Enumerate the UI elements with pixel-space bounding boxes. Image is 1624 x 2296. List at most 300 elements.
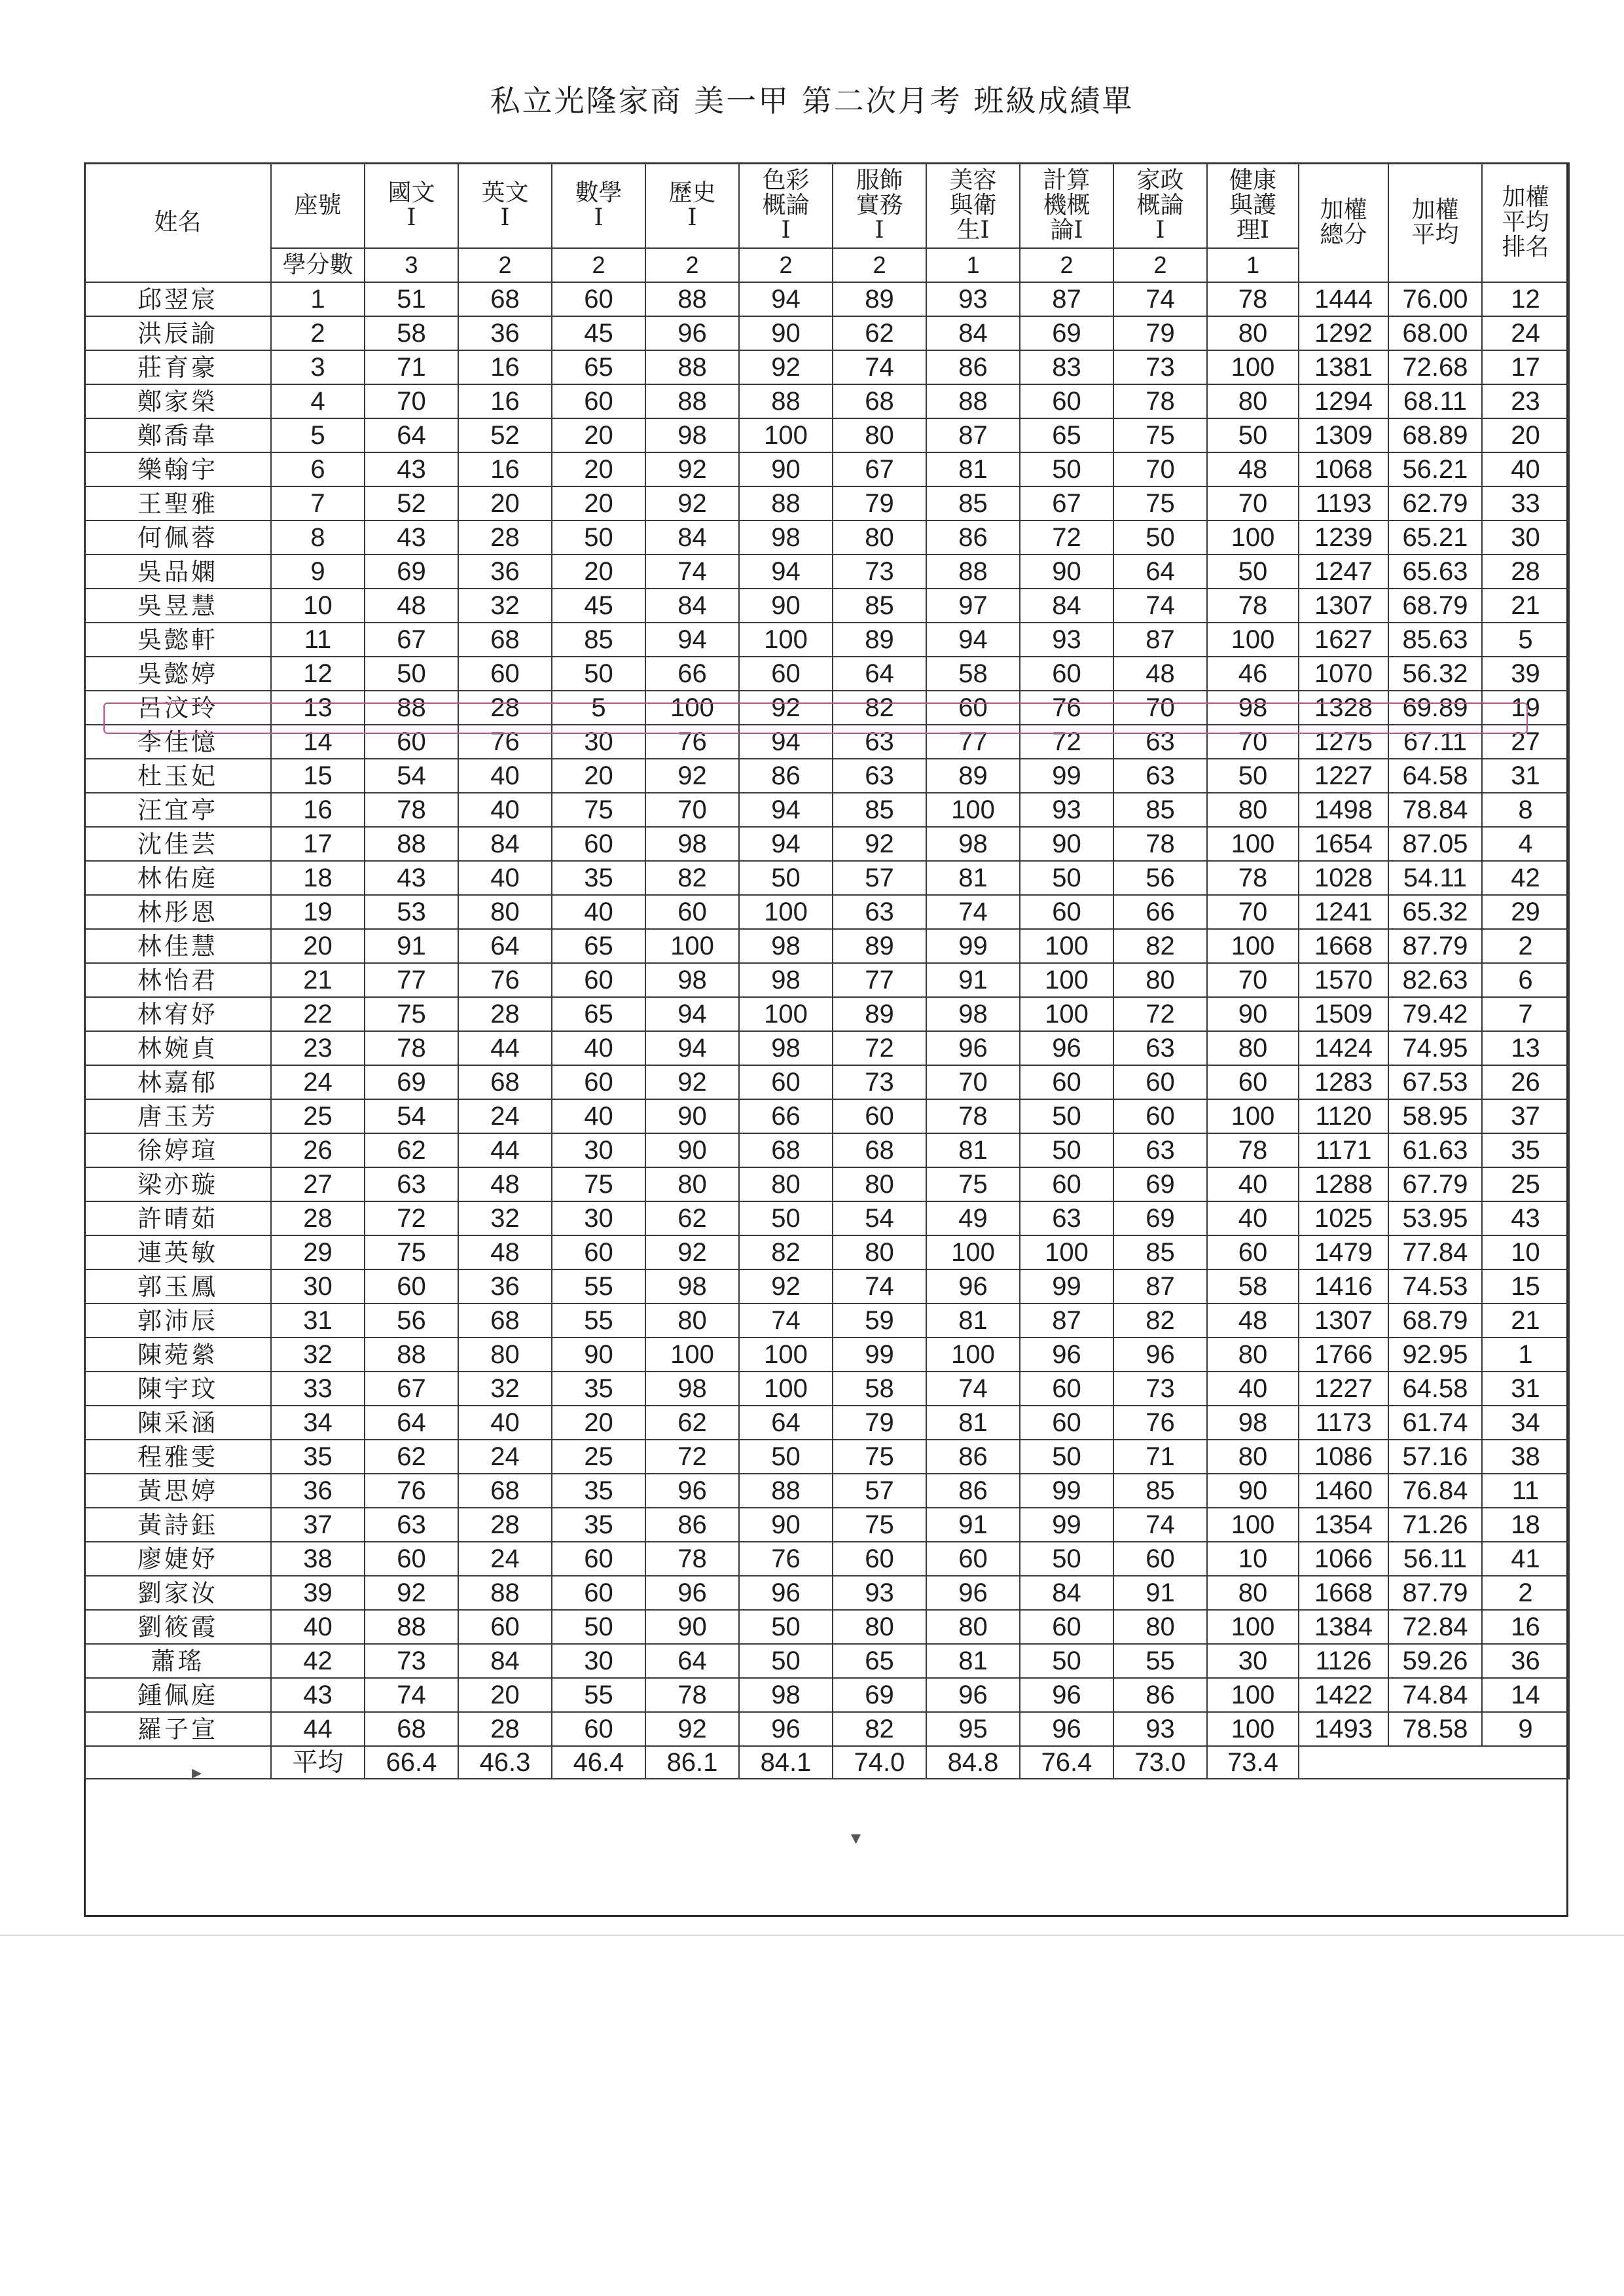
student-seat: 15 — [271, 759, 365, 793]
student-score: 67 — [1020, 486, 1113, 520]
student-score: 80 — [645, 1167, 739, 1201]
student-score: 74 — [833, 350, 926, 384]
student-weighted-total: 1654 — [1299, 827, 1388, 861]
student-weighted-total: 1307 — [1299, 1303, 1388, 1338]
student-weighted-average: 65.63 — [1388, 555, 1482, 589]
student-row — [84, 1576, 1569, 1610]
student-weighted-total: 1241 — [1299, 895, 1388, 929]
student-score: 89 — [833, 623, 926, 657]
student-score: 71 — [1113, 1440, 1207, 1474]
student-score: 78 — [926, 1099, 1020, 1133]
student-rank: 7 — [1482, 997, 1569, 1031]
student-rank: 25 — [1482, 1167, 1569, 1201]
student-score: 86 — [1113, 1678, 1207, 1712]
student-score: 87 — [1020, 282, 1113, 316]
student-score: 96 — [926, 1576, 1020, 1610]
student-weighted-total: 1307 — [1299, 589, 1388, 623]
student-score: 86 — [739, 759, 833, 793]
student-score: 94 — [739, 555, 833, 589]
header-subject: 國文 I — [365, 163, 458, 248]
student-seat: 35 — [271, 1440, 365, 1474]
student-weighted-total: 1444 — [1299, 282, 1388, 316]
student-score: 98 — [645, 418, 739, 452]
student-score: 100 — [1207, 520, 1299, 555]
student-row — [84, 1338, 1569, 1372]
student-score: 78 — [365, 1031, 458, 1065]
student-score: 80 — [1113, 963, 1207, 997]
student-weighted-average: 58.95 — [1388, 1099, 1482, 1133]
student-rank: 21 — [1482, 1303, 1569, 1338]
student-row — [84, 963, 1569, 997]
student-score: 58 — [1207, 1269, 1299, 1303]
student-score: 72 — [833, 1031, 926, 1065]
student-seat: 24 — [271, 1065, 365, 1099]
student-score: 100 — [1207, 1610, 1299, 1644]
student-weighted-average: 82.63 — [1388, 963, 1482, 997]
student-weighted-total: 1283 — [1299, 1065, 1388, 1099]
student-score: 100 — [1207, 929, 1299, 963]
student-row — [84, 520, 1569, 555]
student-score: 70 — [1113, 452, 1207, 486]
student-weighted-total: 1292 — [1299, 316, 1388, 350]
student-score: 60 — [1207, 1235, 1299, 1269]
student-name: 許晴茹 — [84, 1201, 271, 1235]
student-score: 78 — [1207, 861, 1299, 895]
student-score: 94 — [739, 282, 833, 316]
student-row — [84, 861, 1569, 895]
student-score: 60 — [739, 1065, 833, 1099]
student-score: 72 — [645, 1440, 739, 1474]
student-score: 88 — [645, 282, 739, 316]
student-weighted-average: 87.79 — [1388, 929, 1482, 963]
student-score: 68 — [833, 1133, 926, 1167]
student-score: 65 — [552, 929, 645, 963]
student-score: 65 — [833, 1644, 926, 1678]
student-seat: 39 — [271, 1576, 365, 1610]
student-score: 90 — [1207, 997, 1299, 1031]
student-weighted-average: 76.00 — [1388, 282, 1482, 316]
student-score: 81 — [926, 1644, 1020, 1678]
student-score: 57 — [833, 861, 926, 895]
student-score: 92 — [739, 1269, 833, 1303]
student-score: 10 — [1207, 1542, 1299, 1576]
credit-value: 2 — [645, 248, 739, 282]
student-weighted-average: 56.11 — [1388, 1542, 1482, 1576]
student-score: 100 — [1207, 827, 1299, 861]
header-subject: 健康 與護 理I — [1207, 163, 1299, 248]
student-score: 50 — [1020, 1133, 1113, 1167]
student-row — [84, 1065, 1569, 1099]
student-score: 48 — [458, 1167, 552, 1201]
student-score: 88 — [645, 384, 739, 418]
student-rank: 31 — [1482, 1372, 1569, 1406]
student-score: 55 — [552, 1678, 645, 1712]
student-score: 98 — [739, 520, 833, 555]
student-score: 92 — [645, 1065, 739, 1099]
student-score: 80 — [833, 520, 926, 555]
student-score: 55 — [552, 1303, 645, 1338]
student-seat: 8 — [271, 520, 365, 555]
student-score: 98 — [645, 963, 739, 997]
student-score: 57 — [833, 1474, 926, 1508]
student-score: 88 — [645, 350, 739, 384]
student-score: 81 — [926, 1303, 1020, 1338]
student-rank: 33 — [1482, 486, 1569, 520]
student-weighted-total: 1173 — [1299, 1406, 1388, 1440]
student-score: 60 — [1113, 1099, 1207, 1133]
student-row — [84, 1440, 1569, 1474]
student-score: 5 — [552, 691, 645, 725]
student-score: 62 — [645, 1201, 739, 1235]
student-score: 60 — [552, 384, 645, 418]
student-score: 67 — [365, 623, 458, 657]
student-score: 60 — [552, 963, 645, 997]
average-value: 76.4 — [1020, 1746, 1113, 1779]
student-score: 62 — [645, 1406, 739, 1440]
student-rank: 38 — [1482, 1440, 1569, 1474]
student-score: 28 — [458, 997, 552, 1031]
student-score: 73 — [833, 555, 926, 589]
student-score: 88 — [365, 691, 458, 725]
student-score: 50 — [552, 520, 645, 555]
student-score: 50 — [1207, 418, 1299, 452]
student-weighted-average: 74.84 — [1388, 1678, 1482, 1712]
average-value: 73.0 — [1113, 1746, 1207, 1779]
student-score: 64 — [645, 1644, 739, 1678]
student-seat: 36 — [271, 1474, 365, 1508]
student-score: 78 — [645, 1678, 739, 1712]
student-score: 92 — [645, 486, 739, 520]
student-score: 50 — [1020, 1099, 1113, 1133]
student-row — [84, 589, 1569, 623]
student-name: 吳品嫻 — [84, 555, 271, 589]
student-row — [84, 997, 1569, 1031]
student-score: 90 — [1020, 555, 1113, 589]
student-score: 40 — [458, 861, 552, 895]
student-name: 劉筱霞 — [84, 1610, 271, 1644]
student-score: 50 — [739, 1610, 833, 1644]
credit-value: 2 — [739, 248, 833, 282]
student-score: 60 — [833, 1542, 926, 1576]
student-seat: 25 — [271, 1099, 365, 1133]
student-score: 24 — [458, 1099, 552, 1133]
student-score: 81 — [926, 1406, 1020, 1440]
student-score: 20 — [552, 759, 645, 793]
student-score: 63 — [365, 1508, 458, 1542]
student-name: 林宥妤 — [84, 997, 271, 1031]
student-score: 74 — [739, 1303, 833, 1338]
student-seat: 5 — [271, 418, 365, 452]
average-value: 86.1 — [645, 1746, 739, 1779]
student-score: 60 — [1020, 1406, 1113, 1440]
student-score: 90 — [739, 1508, 833, 1542]
student-score: 50 — [1207, 759, 1299, 793]
student-score: 60 — [1020, 657, 1113, 691]
student-score: 68 — [739, 1133, 833, 1167]
student-weighted-total: 1066 — [1299, 1542, 1388, 1576]
student-seat: 33 — [271, 1372, 365, 1406]
student-score: 87 — [1113, 1269, 1207, 1303]
student-row — [84, 1099, 1569, 1133]
student-row — [84, 452, 1569, 486]
student-score: 63 — [1020, 1201, 1113, 1235]
student-score: 53 — [365, 895, 458, 929]
student-score: 51 — [365, 282, 458, 316]
student-score: 69 — [1020, 316, 1113, 350]
student-score: 82 — [833, 691, 926, 725]
student-score: 60 — [1020, 384, 1113, 418]
student-name: 王聖雅 — [84, 486, 271, 520]
student-row — [84, 827, 1569, 861]
student-score: 82 — [645, 861, 739, 895]
student-score: 63 — [1113, 759, 1207, 793]
student-score: 90 — [645, 1610, 739, 1644]
student-score: 85 — [833, 589, 926, 623]
student-score: 43 — [365, 520, 458, 555]
student-name: 陳宇玟 — [84, 1372, 271, 1406]
student-weighted-average: 61.63 — [1388, 1133, 1482, 1167]
student-rank: 14 — [1482, 1678, 1569, 1712]
student-score: 70 — [1113, 691, 1207, 725]
student-weighted-average: 53.95 — [1388, 1201, 1482, 1235]
student-score: 99 — [1020, 759, 1113, 793]
student-rank: 4 — [1482, 827, 1569, 861]
credit-value: 1 — [926, 248, 1020, 282]
student-score: 55 — [552, 1269, 645, 1303]
student-score: 78 — [1207, 282, 1299, 316]
student-rank: 28 — [1482, 555, 1569, 589]
student-score: 91 — [926, 963, 1020, 997]
student-weighted-average: 64.58 — [1388, 1372, 1482, 1406]
student-score: 90 — [739, 452, 833, 486]
student-seat: 7 — [271, 486, 365, 520]
header-name: 姓名 — [84, 163, 271, 282]
student-score: 100 — [1207, 623, 1299, 657]
student-score: 78 — [1207, 1133, 1299, 1167]
student-rank: 16 — [1482, 1610, 1569, 1644]
student-score: 92 — [739, 350, 833, 384]
student-weighted-average: 72.68 — [1388, 350, 1482, 384]
student-score: 69 — [833, 1678, 926, 1712]
student-score: 89 — [926, 759, 1020, 793]
student-score: 78 — [1207, 589, 1299, 623]
header-subject: 歷史 I — [645, 163, 739, 248]
student-score: 79 — [1113, 316, 1207, 350]
student-score: 30 — [552, 725, 645, 759]
student-score: 96 — [739, 1712, 833, 1746]
student-score: 75 — [365, 997, 458, 1031]
student-seat: 31 — [271, 1303, 365, 1338]
student-score: 70 — [1207, 486, 1299, 520]
student-score: 20 — [552, 452, 645, 486]
student-score: 43 — [365, 861, 458, 895]
student-score: 96 — [645, 1474, 739, 1508]
student-seat: 12 — [271, 657, 365, 691]
header-subject: 服飾 實務 I — [833, 163, 926, 248]
student-score: 99 — [1020, 1474, 1113, 1508]
student-score: 68 — [458, 1474, 552, 1508]
student-score: 70 — [645, 793, 739, 827]
student-weighted-total: 1570 — [1299, 963, 1388, 997]
student-score: 88 — [365, 827, 458, 861]
student-score: 76 — [365, 1474, 458, 1508]
student-score: 92 — [645, 452, 739, 486]
student-name: 呂汶玲 — [84, 691, 271, 725]
student-score: 60 — [552, 1712, 645, 1746]
student-rank: 15 — [1482, 1269, 1569, 1303]
student-score: 74 — [833, 1269, 926, 1303]
student-score: 32 — [458, 589, 552, 623]
student-score: 98 — [926, 997, 1020, 1031]
student-score: 93 — [1020, 623, 1113, 657]
student-score: 80 — [833, 1610, 926, 1644]
student-score: 75 — [833, 1508, 926, 1542]
student-score: 80 — [833, 418, 926, 452]
student-rank: 23 — [1482, 384, 1569, 418]
student-weighted-total: 1493 — [1299, 1712, 1388, 1746]
student-score: 48 — [365, 589, 458, 623]
student-score: 93 — [833, 1576, 926, 1610]
student-seat: 37 — [271, 1508, 365, 1542]
student-score: 16 — [458, 350, 552, 384]
student-row — [84, 1712, 1569, 1746]
header-subject: 英文 I — [458, 163, 552, 248]
student-score: 90 — [739, 589, 833, 623]
grade-table-body — [84, 163, 1569, 1779]
student-score: 82 — [1113, 929, 1207, 963]
student-score: 96 — [645, 316, 739, 350]
student-score: 65 — [552, 350, 645, 384]
student-rank: 12 — [1482, 282, 1569, 316]
student-score: 49 — [926, 1201, 1020, 1235]
student-score: 56 — [1113, 861, 1207, 895]
student-score: 100 — [926, 1338, 1020, 1372]
credit-value: 3 — [365, 248, 458, 282]
student-score: 58 — [365, 316, 458, 350]
student-name: 杜玉妃 — [84, 759, 271, 793]
student-score: 64 — [1113, 555, 1207, 589]
student-score: 78 — [1113, 384, 1207, 418]
student-name: 邱翌宸 — [84, 282, 271, 316]
student-score: 50 — [1207, 555, 1299, 589]
student-score: 79 — [833, 1406, 926, 1440]
student-score: 24 — [458, 1542, 552, 1576]
student-score: 98 — [739, 963, 833, 997]
student-name: 吳昱慧 — [84, 589, 271, 623]
student-score: 100 — [645, 929, 739, 963]
student-weighted-total: 1381 — [1299, 350, 1388, 384]
student-score: 52 — [458, 418, 552, 452]
student-score: 90 — [1207, 1474, 1299, 1508]
student-seat: 2 — [271, 316, 365, 350]
student-weighted-average: 77.84 — [1388, 1235, 1482, 1269]
student-weighted-total: 1328 — [1299, 691, 1388, 725]
student-score: 60 — [1207, 1065, 1299, 1099]
student-seat: 6 — [271, 452, 365, 486]
average-label: 平均 — [271, 1746, 365, 1779]
student-seat: 14 — [271, 725, 365, 759]
student-score: 62 — [365, 1133, 458, 1167]
student-score: 48 — [458, 1235, 552, 1269]
student-score: 84 — [458, 827, 552, 861]
student-score: 88 — [739, 1474, 833, 1508]
student-name: 莊育豪 — [84, 350, 271, 384]
student-score: 92 — [833, 827, 926, 861]
student-seat: 42 — [271, 1644, 365, 1678]
student-score: 64 — [365, 418, 458, 452]
student-name: 林佳慧 — [84, 929, 271, 963]
student-row — [84, 793, 1569, 827]
student-score: 100 — [739, 1338, 833, 1372]
student-row — [84, 1303, 1569, 1338]
student-seat: 17 — [271, 827, 365, 861]
student-score: 71 — [365, 350, 458, 384]
student-score: 76 — [1020, 691, 1113, 725]
student-score: 60 — [926, 1542, 1020, 1576]
student-score: 95 — [926, 1712, 1020, 1746]
student-score: 80 — [458, 895, 552, 929]
student-score: 69 — [1113, 1201, 1207, 1235]
student-score: 28 — [458, 1508, 552, 1542]
student-score: 60 — [1113, 1065, 1207, 1099]
student-score: 60 — [1020, 895, 1113, 929]
student-weighted-total: 1668 — [1299, 1576, 1388, 1610]
student-weighted-total: 1193 — [1299, 486, 1388, 520]
student-score: 100 — [739, 1372, 833, 1406]
student-score: 60 — [1020, 1610, 1113, 1644]
student-score: 52 — [365, 486, 458, 520]
student-score: 50 — [1020, 1542, 1113, 1576]
student-score: 60 — [1020, 1167, 1113, 1201]
student-score: 60 — [552, 1065, 645, 1099]
student-score: 32 — [458, 1372, 552, 1406]
student-row — [84, 657, 1569, 691]
student-rank: 36 — [1482, 1644, 1569, 1678]
student-seat: 22 — [271, 997, 365, 1031]
student-name: 林怡君 — [84, 963, 271, 997]
student-score: 74 — [645, 555, 739, 589]
student-score: 20 — [552, 1406, 645, 1440]
student-score: 85 — [1113, 1474, 1207, 1508]
student-score: 81 — [926, 861, 1020, 895]
student-score: 100 — [739, 418, 833, 452]
student-name: 吳懿軒 — [84, 623, 271, 657]
student-rank: 30 — [1482, 520, 1569, 555]
student-score: 72 — [1113, 997, 1207, 1031]
student-score: 60 — [645, 895, 739, 929]
student-row — [84, 1508, 1569, 1542]
student-rank: 21 — [1482, 589, 1569, 623]
student-seat: 40 — [271, 1610, 365, 1644]
student-score: 65 — [552, 997, 645, 1031]
student-score: 73 — [1113, 1372, 1207, 1406]
student-weighted-average: 74.95 — [1388, 1031, 1482, 1065]
student-score: 68 — [365, 1712, 458, 1746]
student-score: 75 — [833, 1440, 926, 1474]
student-score: 16 — [458, 384, 552, 418]
student-score: 80 — [1207, 384, 1299, 418]
student-score: 40 — [552, 1031, 645, 1065]
student-rank: 8 — [1482, 793, 1569, 827]
student-score: 100 — [1207, 1678, 1299, 1712]
student-score: 69 — [1113, 1167, 1207, 1201]
student-seat: 29 — [271, 1235, 365, 1269]
student-weighted-average: 64.58 — [1388, 759, 1482, 793]
student-score: 87 — [1113, 623, 1207, 657]
student-score: 63 — [833, 759, 926, 793]
student-score: 89 — [833, 929, 926, 963]
student-score: 67 — [833, 452, 926, 486]
